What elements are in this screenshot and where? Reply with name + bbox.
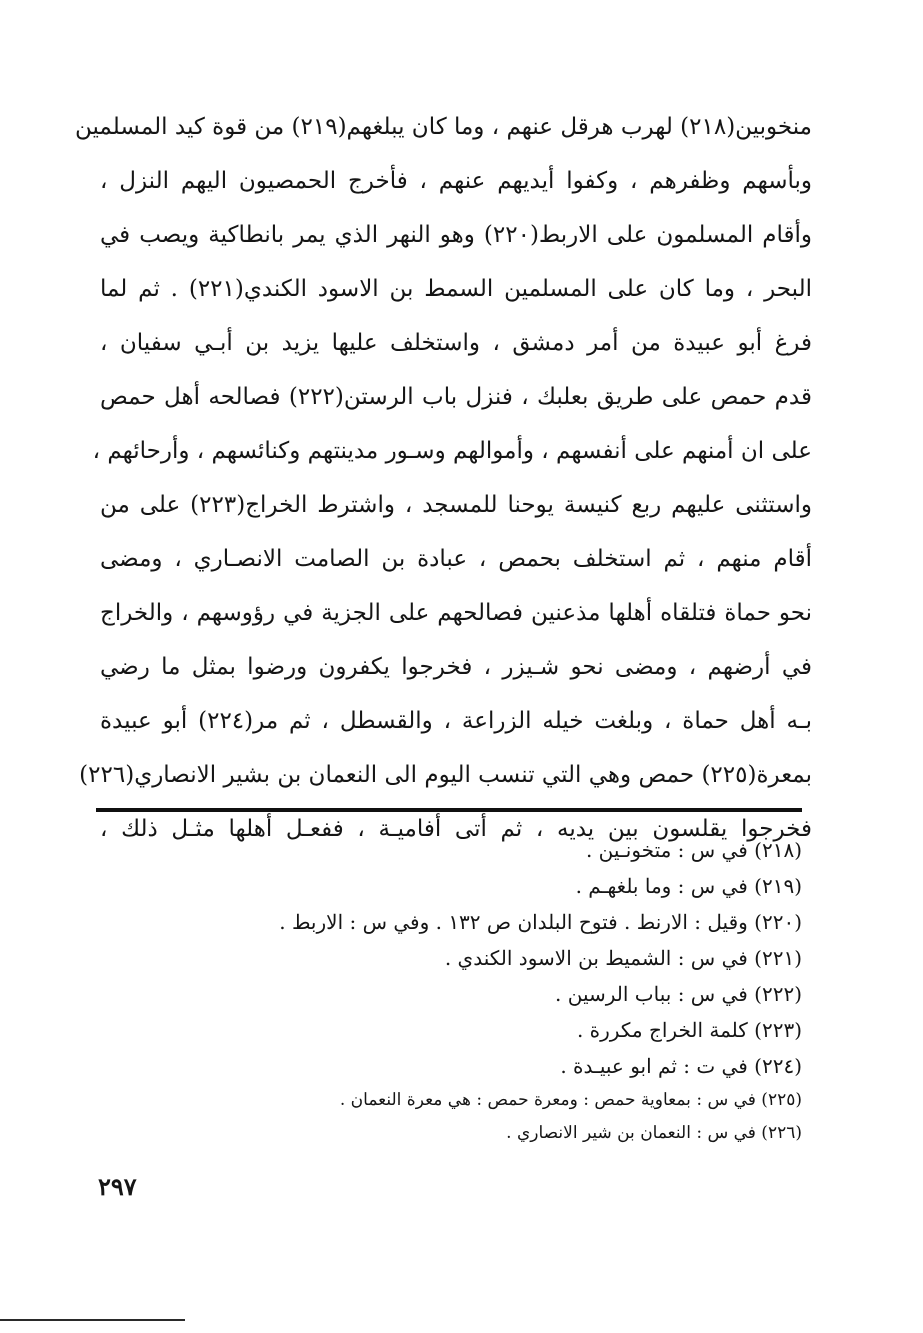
footnote-divider (96, 808, 802, 812)
text-line: فخرجوا يقلسون بين يديه ، ثم أتى أفاميـة ، ففعـل أهلها مثـل ذلك ، (100, 816, 812, 842)
footnotes-block (150, 832, 802, 1150)
page-edge-line (0, 1319, 185, 1321)
text-line: واستثنى عليهم ربع كنيسة يوحنا للمسجد ، واشترط الخراج(٢٢٣) على من (100, 492, 812, 518)
text-line: بمعرة(٢٢٥) حمص وهي التي تنسب اليوم الى النعمان بن بشير الانصاري(٢٢٦) (79, 762, 812, 788)
text-line: وأقام المسلمون على الاربط(٢٢٠) وهو النهر الذي يمر بانطاكية ويصب في (100, 222, 812, 248)
text-line: وبأسهم وظفرهم ، وكفوا أيديهم عنهم ، فأخرج الحمصيون اليهم النزل ، (100, 168, 812, 194)
footnote: (٢٢٠) وقيل : الارنط . فتوح البلدان ص ١٣٢ . وفي س : الاربط . (279, 910, 802, 934)
footnote: (٢٢٤) في ت : ثم ابو عبيـدة . (560, 1054, 802, 1078)
text-line: البحر ، وما كان على المسلمين السمط بن الاسود الكندي(٢٢١) . ثم لما (100, 276, 812, 302)
text-line: فرغ أبو عبيدة من أمر دمشق ، واستخلف عليها يزيد بن أبـي سفيان ، (100, 330, 812, 356)
footnote: (٢٢٥) في س : بمعاوية حمص : ومعرة حمص : هي معرة النعمان . (339, 1090, 802, 1110)
footnote: (٢٢٢) في س : بباب الرسين . (555, 982, 802, 1006)
main-text-block (74, 100, 812, 856)
footnote: (٢١٩) في س : وما بلغهـم . (575, 874, 802, 898)
footnote: (٢٢٦) في س : النعمان بن شير الانصاري . (506, 1123, 802, 1143)
text-line: على ان أمنهم على أنفسهم ، وأموالهم وسـور مدينتهم وكنائسهم ، وأرحائهم ، (92, 438, 812, 464)
text-line: بـه أهل حماة ، وبلغت خيله الزراعة ، والقسطل ، ثم مر(٢٢٤) أبو عبيدة (100, 708, 812, 734)
footnote: (٢١٨) في س : متخونـين . (585, 838, 802, 862)
text-line: منخوبين(٢١٨) لهرب هرقل عنهم ، وما كان يبلغهم(٢١٩) من قوة كيد المسلمين (74, 114, 812, 140)
text-line: أقام منهم ، ثم استخلف بحمص ، عبادة بن الصامت الانصـاري ، ومضى (100, 546, 812, 572)
text-line: قدم حمص على طريق بعلبك ، فنزل باب الرستن(٢٢٢) فصالحه أهل حمص (100, 384, 812, 410)
text-line: في أرضهم ، ومضى نحو شـيزر ، فخرجوا يكفرون ورضوا بمثل ما رضي (100, 654, 812, 680)
footnote: (٢٢١) في س : الشميط بن الاسود الكندي . (444, 946, 802, 970)
page-number: ٢٩٧ (98, 1172, 137, 1201)
footnote: (٢٢٣) كلمة الخراج مكررة . (576, 1018, 802, 1042)
text-line: نحو حماة فتلقاه أهلها مذعنين فصالحهم على الجزية في رؤوسهم ، والخراج (100, 600, 812, 626)
